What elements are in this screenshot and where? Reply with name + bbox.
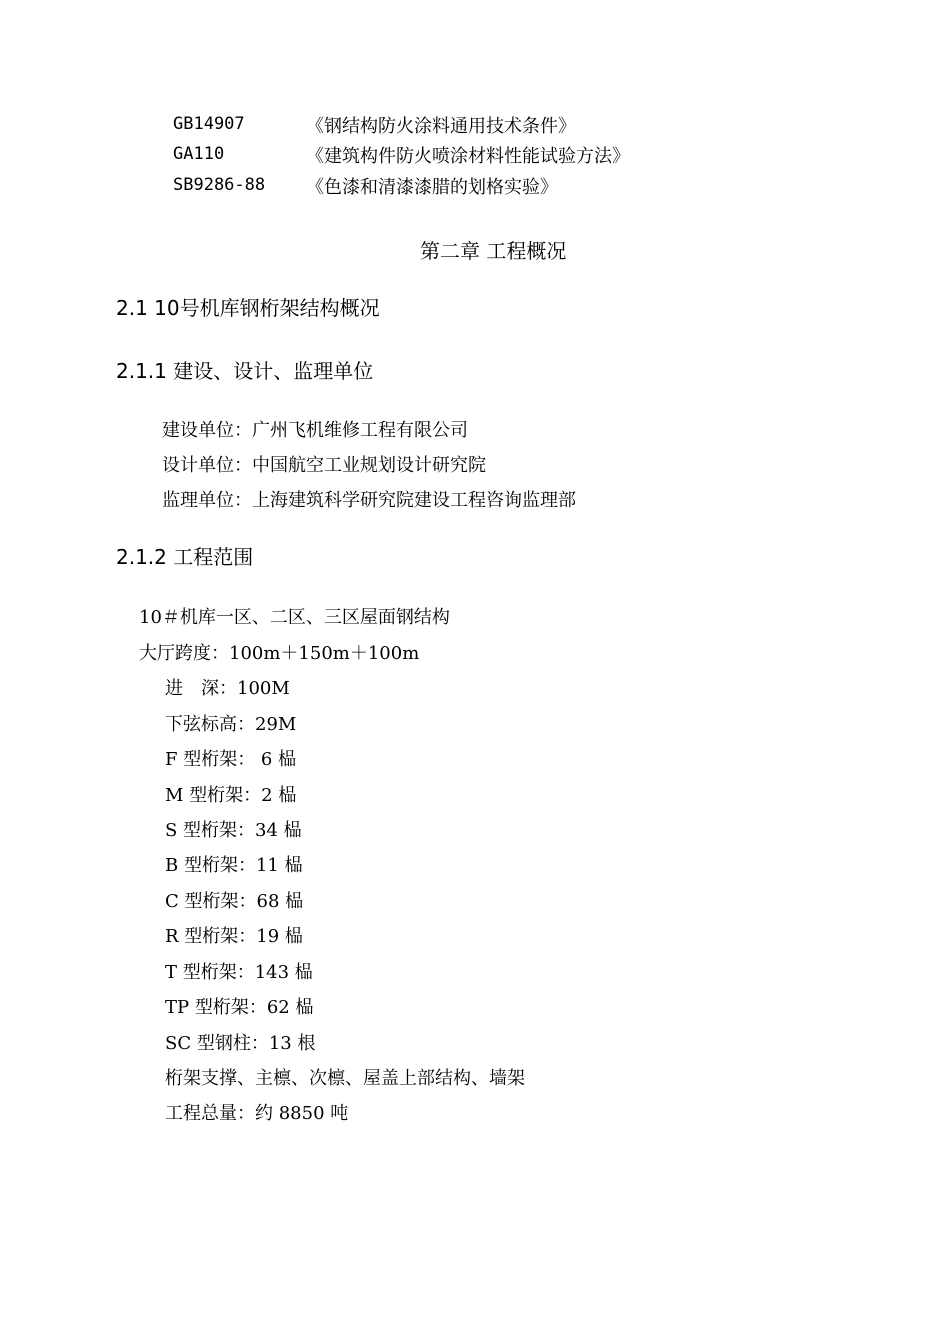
scope-item: 下弦标高：29M bbox=[165, 714, 297, 735]
scope-line: 大厅跨度：100m＋150m＋100m bbox=[139, 643, 420, 664]
scope-item: TP 型桁架：62 榀 bbox=[165, 997, 314, 1018]
standard-title: 《钢结构防火涂料通用技术条件》 bbox=[306, 116, 576, 137]
scope-line: 10＃机库一区、二区、三区屋面钢结构 bbox=[139, 607, 450, 628]
unit-line: 设计单位：中国航空工业规划设计研究院 bbox=[162, 455, 486, 476]
scope-item: 桁架支撑、主檩、次檩、屋盖上部结构、墙架 bbox=[165, 1068, 525, 1089]
unit-line: 监理单位：上海建筑科学研究院建设工程咨询监理部 bbox=[162, 490, 576, 511]
scope-item: C 型桁架：68 榀 bbox=[165, 891, 304, 912]
scope-item: R 型桁架：19 榀 bbox=[165, 926, 303, 947]
scope-item: 工程总量：约 8850 吨 bbox=[165, 1103, 349, 1124]
standard-code: GA110 bbox=[173, 144, 225, 164]
section-heading-2-1-1: 2.1.1 建设、设计、监理单位 bbox=[116, 359, 374, 383]
scope-item: T 型桁架：143 榀 bbox=[165, 962, 313, 983]
scope-item: M 型桁架：2 榀 bbox=[165, 785, 297, 806]
unit-line: 建设单位：广州飞机维修工程有限公司 bbox=[162, 420, 468, 441]
standard-code: GB14907 bbox=[173, 114, 245, 134]
scope-item: 进 深：100M bbox=[165, 678, 290, 699]
standard-title: 《色漆和清漆漆腊的划格实验》 bbox=[306, 177, 558, 198]
standard-title: 《建筑构件防火喷涂材料性能试验方法》 bbox=[306, 146, 630, 167]
scope-item: S 型桁架：34 榀 bbox=[165, 820, 302, 841]
section-heading-2-1: 2.1 10号机库钢桁架结构概况 bbox=[116, 296, 380, 320]
scope-item: F 型桁架： 6 榀 bbox=[165, 749, 297, 770]
scope-item: SC 型钢柱：13 根 bbox=[165, 1033, 316, 1054]
chapter-title: 第二章 工程概况 bbox=[420, 239, 567, 263]
scope-item: B 型桁架：11 榀 bbox=[165, 855, 303, 876]
standard-code: SB9286-88 bbox=[173, 175, 266, 195]
section-heading-2-1-2: 2.1.2 工程范围 bbox=[116, 545, 254, 569]
